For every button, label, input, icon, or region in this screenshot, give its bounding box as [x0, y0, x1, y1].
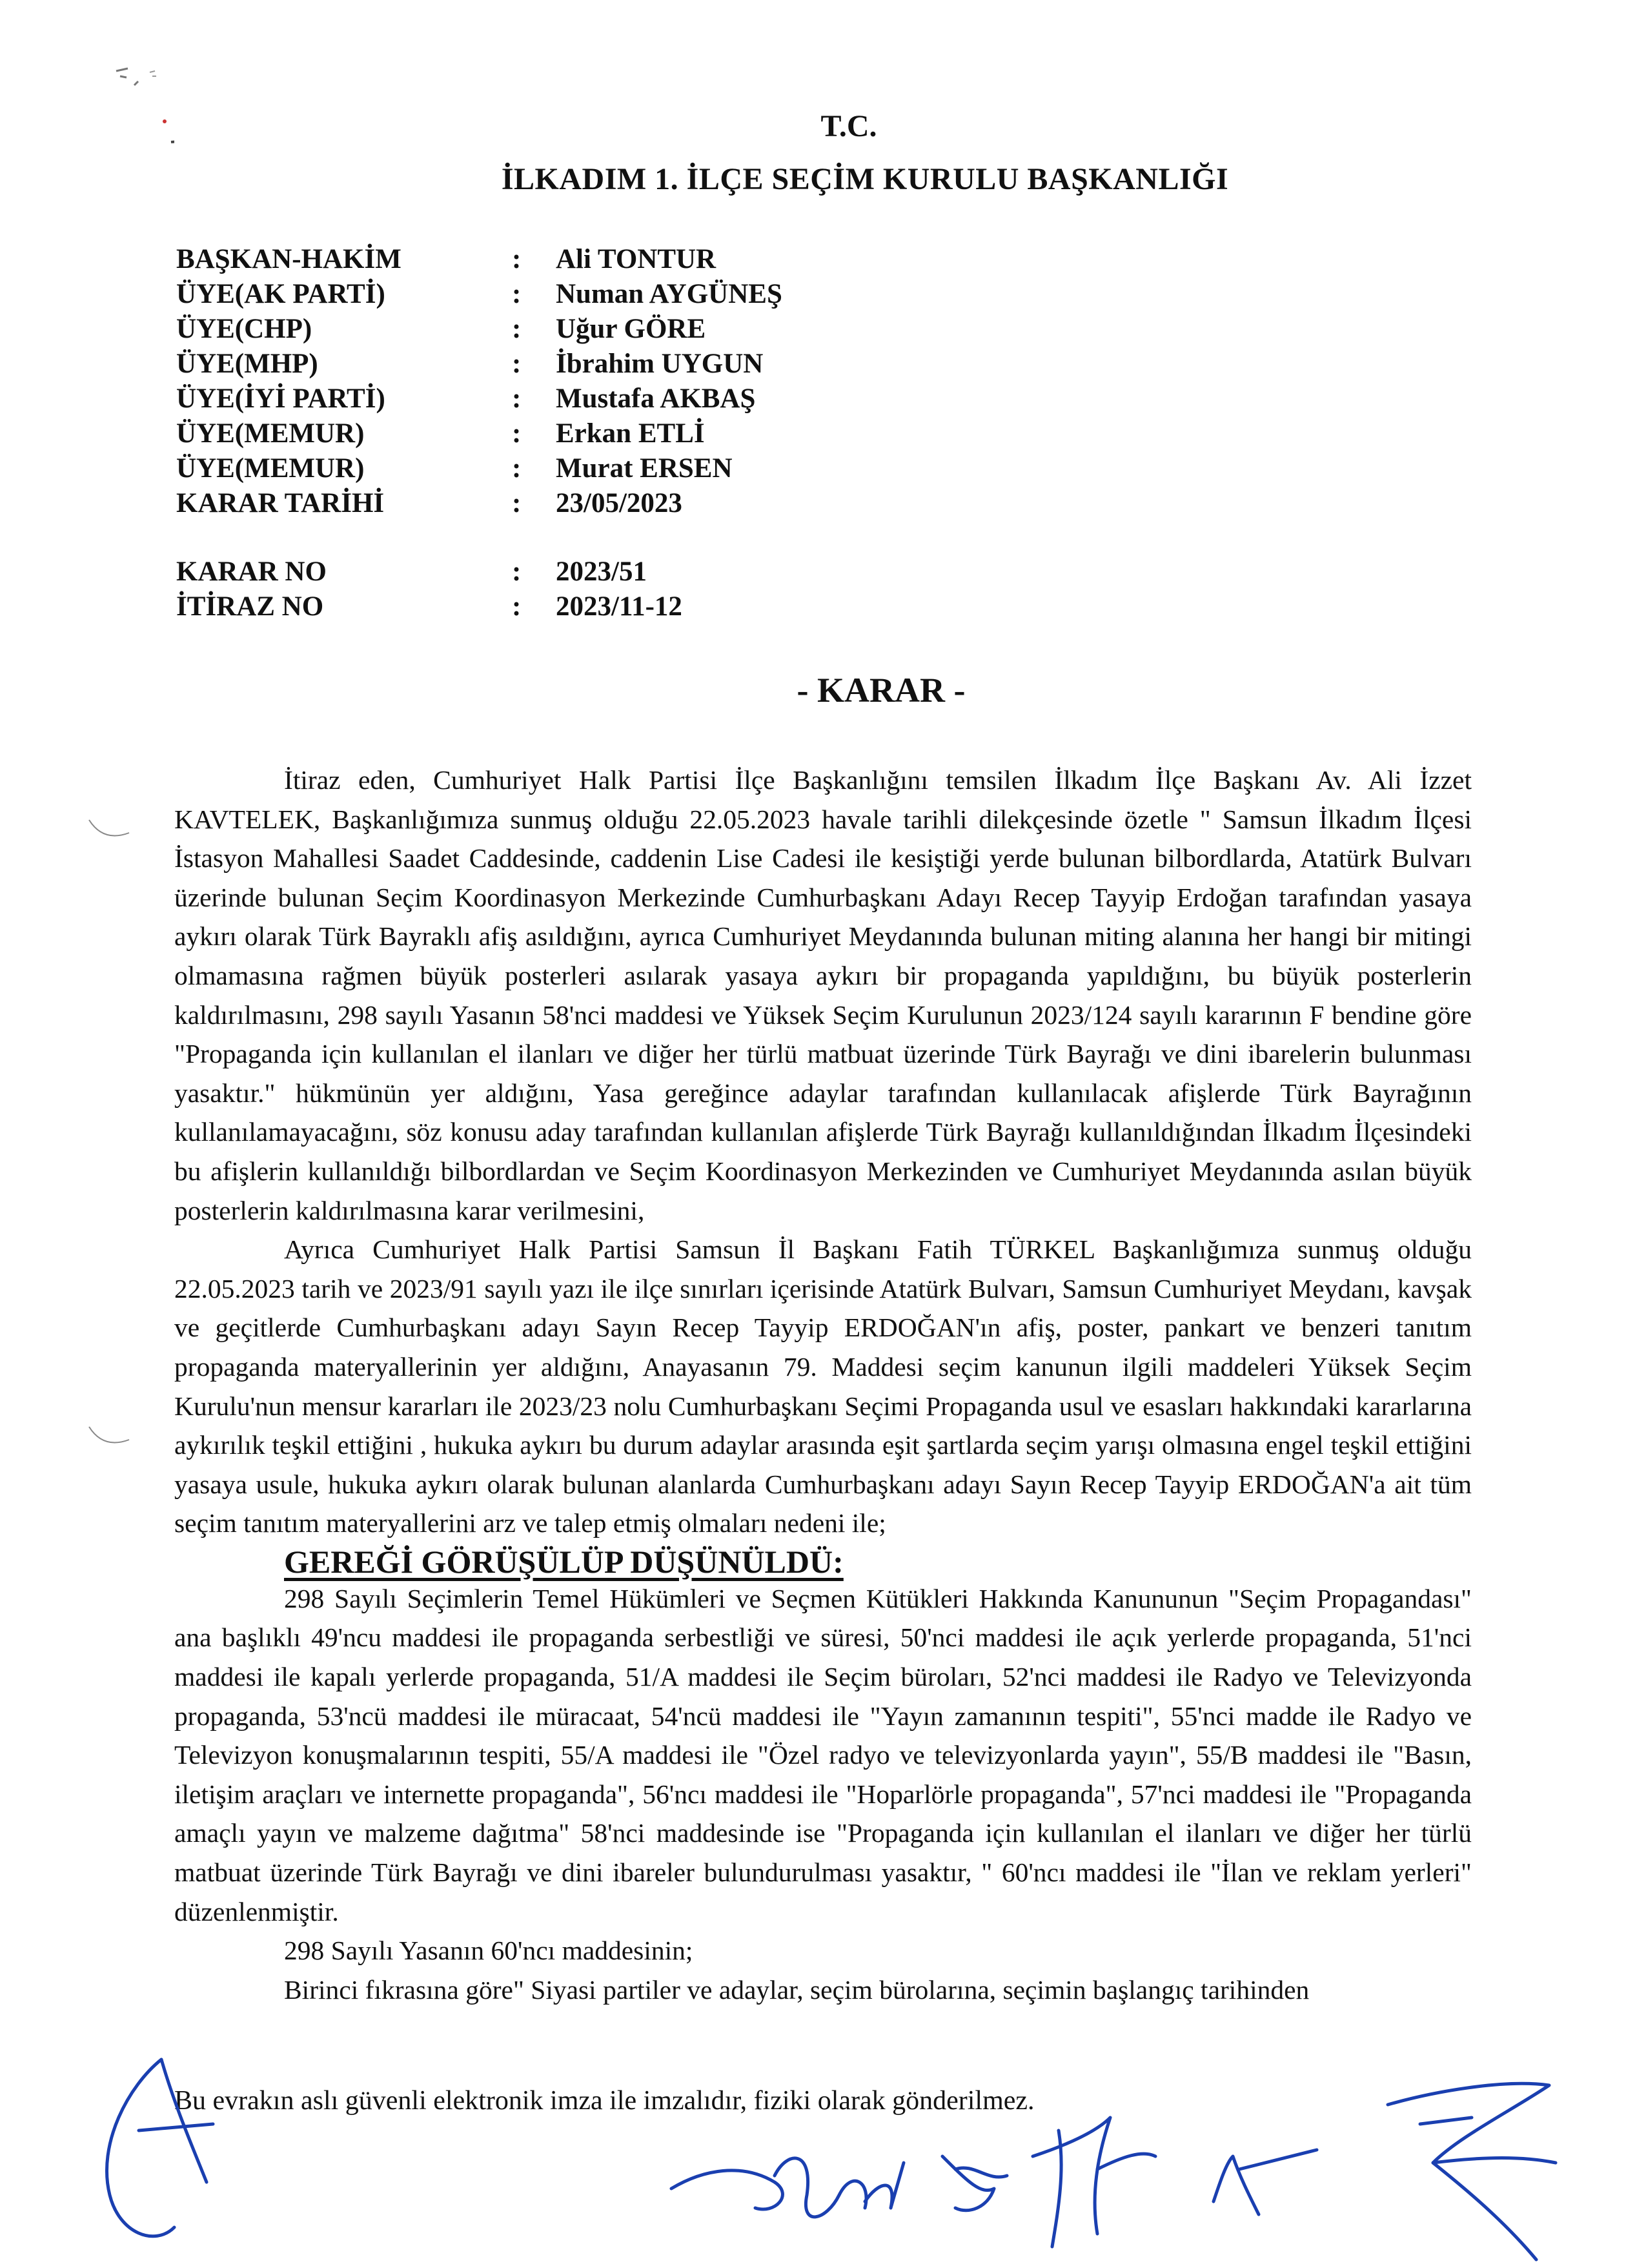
info-label: ÜYE(AK PARTİ)	[176, 279, 385, 309]
panel-info	[176, 242, 782, 624]
paragraph-objection-2: Ayrıca Cumhuriyet Halk Partisi Samsun İl Başkanı Fatih TÜRKEL Başkanlığımıza sunmuş olduğu 22.05.2023 tarih ve 2023/91 sayılı yazı ile ilçe sınırları içerisinde Atatürk Bulvarı, Samsun Cumhuriyet Meydanı, kavşak ve geçitlerde Cumhurbaşkanı adayı Sayın Recep Tayyip ERDOĞAN'ın afiş, poster, pankart ve benzeri tanıtım propaganda materyallerinin yer aldığını, Anayasanın 79. Maddesi seçim kanunun ilgili maddeleri Yüksek Seçim Kurulu'nun mensur kararları ile 2023/23 nolu Cumhurbaşkanı Seçimi Propaganda usul ve esasları hakkındaki kararlarına aykırılık teşkil ettiğini , hukuka aykırı bu durum adaylar arasında eşit şartlarda seçim yarışı olmasına engel teşkil ettiğini yasaya usule, hukuka aykırı olarak bulunan alanlarda Cumhurbaşkanı adayı Sayın Recep Tayyip ERDOĞAN'a ait tüm seçim tanıtım materyallerini arz ve talep etmiş olmaları nedeni ile;	[174, 1234, 1472, 1538]
e-signature-note: Bu evrakın aslı güvenli elektronik imza ile imzalıdır, fiziki olarak gönderilmez.	[174, 2086, 1035, 2116]
header-tc: T.C.	[820, 109, 877, 143]
info-value: 23/05/2023	[556, 488, 682, 518]
info-value: Uğur GÖRE	[556, 314, 706, 344]
info-colon: :	[512, 314, 522, 344]
info-colon: :	[512, 453, 522, 484]
decision-row	[176, 589, 782, 624]
info-label: BAŞKAN-HAKİM	[176, 244, 401, 274]
info-colon: :	[512, 383, 522, 414]
paragraph-objection-1: İtiraz eden, Cumhuriyet Halk Partisi İlçe Başkanlığını temsilen İlkadım İlçe Başkanı Av. Ali İzzet KAVTELEK, Başkanlığımıza sunmuş olduğu 22.05.2023 havale tarihli dilekçesinde özetle " Samsun İlkadım İlçesi İstasyon Mahallesi Saadet Caddesinde, caddenin Lise Cadesi ile kesiştiği yerde bulunan bilbordlarda, Atatürk Bulvarı üzerinde bulunan Seçim Koordinasyon Merkezinde Cumhurbaşkanı Adayı Recep Tayyip Erdoğan tarafından yasaya aykırı olarak Türk Bayraklı afiş asıldığını, ayrıca Cumhuriyet Meydanında bulunan miting alanına her hangi bir mitingi olmamasına rağmen büyük posterleri asılarak yasaya aykırı bir propaganda yapıldığını, bu büyük posterlerin kaldırılmasını, 298 sayılı Yasanın 58'nci maddesi ve Yüksek Seçim Kurulunun 2023/124 sayılı kararının F bendine göre "Propaganda için kullanılan el ilanları ve diğer her türlü matbuat üzerinde Türk Bayrağı ve dini ibarelerin bulunması yasaktır." hükmünün yer aldığını, Yasa gereğince adaylar tarafından kullanılacak afişlerde Türk Bayrağının kullanılamayacağını, söz konusu aday tarafından kullanılan afişlerde Türk Bayrağı kullanıldığından İlkadım İlçesindeki bu afişlerin kullanıldığı bilbordlardan ve Seçim Koordinasyon Merkezinden ve Cumhuriyet Meydanında asılan büyük posterlerin kaldırılmasına karar verilmesini,	[174, 765, 1472, 1225]
info-row	[176, 382, 782, 416]
info-value: Murat ERSEN	[556, 453, 733, 484]
section-heading: GEREĞİ GÖRÜŞÜLÜP DÜŞÜNÜLDÜ:	[284, 1543, 844, 1580]
decision-title: - KARAR -	[797, 671, 966, 710]
decision-body	[174, 761, 1472, 2009]
info-label: ÜYE(CHP)	[176, 314, 312, 344]
info-colon: :	[512, 279, 522, 309]
info-row	[176, 486, 782, 521]
paragraph-first-clause: Birinci fıkrasına göre" Siyasi partiler ve adaylar, seçim bürolarına, seçimin başlangıç tarihinden	[284, 1974, 1310, 2005]
info-row	[176, 312, 782, 347]
scan-marks	[97, 45, 174, 165]
info-value: İbrahim UYGUN	[556, 349, 764, 379]
info-value: Mustafa AKBAŞ	[556, 383, 756, 414]
info-value: Ali TONTUR	[556, 244, 716, 274]
decision-value: 2023/11-12	[556, 591, 682, 622]
paragraph-article-60: 298 Sayılı Yasanın 60'ncı maddesinin;	[284, 1936, 693, 1966]
info-row	[176, 347, 782, 382]
info-label: ÜYE(MHP)	[176, 349, 318, 379]
info-row	[176, 416, 782, 451]
info-colon: :	[512, 488, 522, 518]
decision-label: KARAR NO	[176, 557, 327, 587]
info-row	[176, 242, 782, 277]
info-row	[176, 451, 782, 486]
punch-hole-mark	[84, 1420, 136, 1462]
info-value: Numan AYGÜNEŞ	[556, 279, 782, 309]
info-value: Erkan ETLİ	[556, 418, 705, 449]
info-colon: :	[512, 591, 522, 622]
info-row	[176, 277, 782, 312]
info-label: ÜYE(MEMUR)	[176, 453, 365, 484]
info-label: KARAR TARİHİ	[176, 488, 385, 518]
info-label: ÜYE(MEMUR)	[176, 418, 365, 449]
punch-hole-mark	[84, 813, 136, 855]
info-colon: :	[512, 418, 522, 449]
info-colon: :	[512, 349, 522, 379]
handwritten-signatures	[0, 2001, 1646, 2268]
paragraph-law-summary: 298 Sayılı Seçimlerin Temel Hükümleri ve Seçmen Kütükleri Hakkında Kanununun "Seçim Propagandası" ana başlıklı 49'ncu maddesi ile propaganda serbestliği ve süresi, 50'nci maddesi ile açık yerlerde propaganda, 51'nci maddesi ile kapalı yerlerde propaganda, 51/A maddesi ile Seçim büroları, 52'nci maddesi ile Radyo ve Televizyonda propaganda, 53'ncü maddesi ile müracaat, 54'ncü maddesi ile "Yayın zamanının tespiti", 55'nci madde ile Radyo ve Televizyon konuşmalarının tespiti, 55/A maddesi ile "Özel radyo ve televizyonlarda yayın", 55/B maddesi ile "Basın, iletişim araçları ve internette propaganda", 56'ncı maddesi ile "Hoparlörle propaganda", 57'nci maddesi ile "Propaganda amaçlı yayın ve malzeme dağıtma" 58'nci maddesinde ise "Propaganda için kullanılan el ilanları ve diğer her türlü matbuat üzerinde Türk Bayrağı ve dini ibareler bulundurulması yasaktır, " 60'ncı maddesi ile "İlan ve reklam yerleri" düzenlenmiştir.	[174, 1583, 1472, 1926]
decision-row	[176, 555, 782, 589]
info-colon: :	[512, 557, 522, 587]
info-colon: :	[512, 244, 522, 274]
court-title: İLKADIM 1. İLÇE SEÇİM KURULU BAŞKANLIĞI	[501, 162, 1229, 196]
decision-value: 2023/51	[556, 557, 647, 587]
decision-label: İTİRAZ NO	[176, 591, 324, 622]
info-label: ÜYE(İYİ PARTİ)	[176, 383, 385, 414]
